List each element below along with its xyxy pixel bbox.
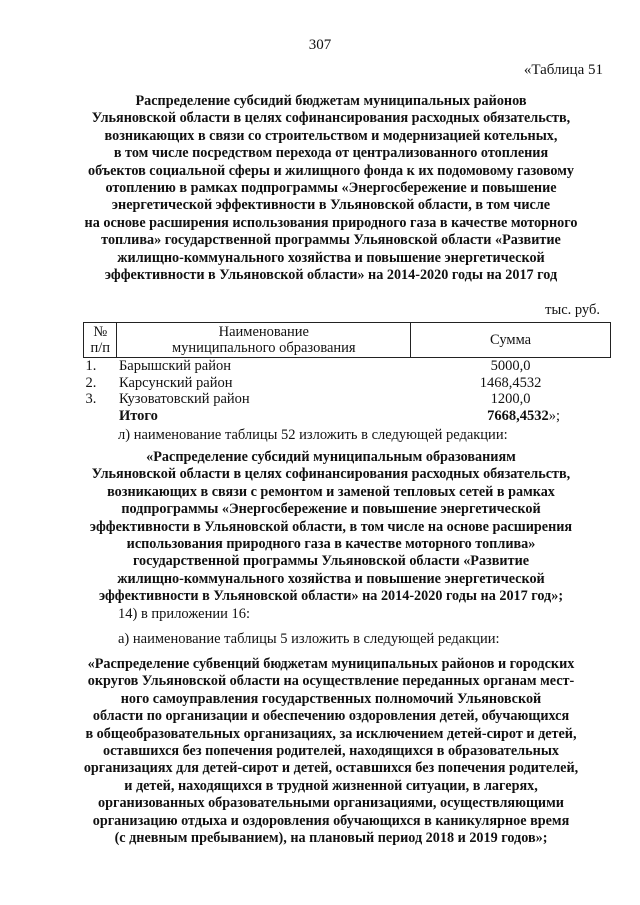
table-5-heading (58, 656, 604, 847)
row-name: Кузоватовский район (118, 391, 250, 407)
row-number: 2. (85, 374, 97, 391)
heading-line: Ульяновской области в целях софинансирования расходных обязательств, (91, 110, 571, 127)
heading-line: «Распределение субвенций бюджетам муниципальных районов и городских (87, 656, 575, 672)
page-number: 307 (308, 37, 332, 53)
row-name: Карсунский район (118, 374, 233, 391)
heading-line: эффективности в Ульяновской области» на 2014-2020 годы на 2017 год (104, 267, 558, 284)
total-label: Итого (118, 407, 158, 424)
heading-line: в общеобразовательных организациях, за исключением детей-сирот и детей, (85, 725, 577, 742)
header-number-line1: № (93, 324, 108, 340)
header-name-line1: Наименование (218, 324, 309, 340)
heading-line: эффективности в Ульяновской области, в том числе на основе расширения (89, 518, 573, 535)
row-number: 3. (85, 391, 97, 407)
header-name-line2: муниципального образования (172, 340, 356, 356)
heading-line: организованных образовательными организациями, осуществляющими (98, 795, 564, 812)
header-number (84, 323, 117, 358)
heading-line: организациях для детей-сирот и детей, оставшихся без попечения родителей, (83, 760, 579, 777)
heading-line: топлива» государственной программы Ульяновской области «Развитие (101, 232, 561, 249)
heading-line: в том числе посредством перехода от централизованного отопления (113, 145, 549, 162)
table-total-row (84, 408, 611, 425)
heading-line: «Распределение субсидий муниципальным образованиям (146, 449, 516, 465)
heading-line: государственной программы Ульяновской области «Развитие (132, 553, 530, 570)
subsidy-table (83, 322, 611, 424)
table-reference: «Таблица 51 (523, 62, 603, 78)
paragraph-l: л) наименование таблицы 52 изложить в следующей редакции: (118, 427, 508, 443)
total-cell (411, 408, 611, 425)
heading-line: жилищно-коммунального хозяйства и повышение энергетической (117, 570, 545, 587)
row-sum: 5000,0 (490, 358, 531, 374)
heading-line: организацию отдыха и оздоровления обучающихся в каникулярное время (92, 812, 570, 829)
table-51-heading (58, 93, 604, 284)
heading-line: (с дневным пребыванием), на плановый период 2018 и 2019 годов»; (114, 830, 548, 847)
heading-line: объектов социальной сферы и жилищного фонда к их подомовому газовому (88, 162, 574, 179)
heading-line: использования природного газа в качестве моторного топлива» (126, 536, 536, 553)
heading-line: энергетической эффективности в Ульяновской области, в том числе (111, 197, 551, 214)
paragraph-a: а) наименование таблицы 5 изложить в следующей редакции: (118, 631, 500, 647)
heading-line: области по организации и обеспечению оздоровления детей, обучающихся (92, 708, 570, 725)
table-header-row (84, 323, 611, 358)
heading-line: эффективности в Ульяновской области» на 2014-2020 годы на 2017 год»; (98, 588, 564, 605)
total-suffix: »; (548, 407, 561, 424)
header-name (117, 323, 411, 358)
heading-line: подпрограммы «Энергосбережение и повышение энергетической (121, 501, 541, 518)
header-sum: Сумма (411, 323, 611, 358)
row-number: 1. (85, 358, 97, 374)
heading-line: на основе расширения использования природного газа в качестве моторного (84, 214, 578, 231)
heading-line: Ульяновской области в целях софинансирования расходных обязательств, (91, 466, 571, 483)
heading-line: округов Ульяновской области на осуществление переданных органам мест- (87, 673, 575, 690)
heading-line: оставшихся без попечения родителей, находящихся в образовательных (103, 743, 559, 760)
row-sum: 1200,0 (490, 391, 531, 407)
unit-label: тыс. руб. (545, 302, 600, 318)
heading-line: отоплению в рамках подпрограммы «Энергосбережение и повышение (105, 180, 557, 197)
table-52-heading (58, 449, 604, 606)
heading-line: жилищно-коммунального хозяйства и повышение энергетической (117, 249, 545, 266)
heading-line: ного самоуправления государственных полномочий Ульяновской (120, 690, 542, 707)
table-row (84, 358, 611, 375)
heading-line: возникающих в связи с ремонтом и заменой тепловых сетей в рамках (107, 483, 555, 500)
heading-line: возникающих в связи со строительством и модернизацией котельных, (104, 127, 558, 144)
row-sum: 1468,4532 (479, 374, 542, 391)
paragraph-14: 14) в приложении 16: (118, 606, 251, 622)
total-sum: 7668,4532 (487, 407, 549, 424)
heading-line: Распределение субсидий бюджетам муниципальных районов (135, 93, 527, 109)
header-number-line2: п/п (90, 340, 111, 356)
table-row (84, 391, 611, 408)
row-name: Барышский район (118, 358, 231, 374)
heading-line: и детей, находящихся в трудной жизненной ситуации, в лагерях, (124, 777, 538, 794)
table-row (84, 375, 611, 392)
